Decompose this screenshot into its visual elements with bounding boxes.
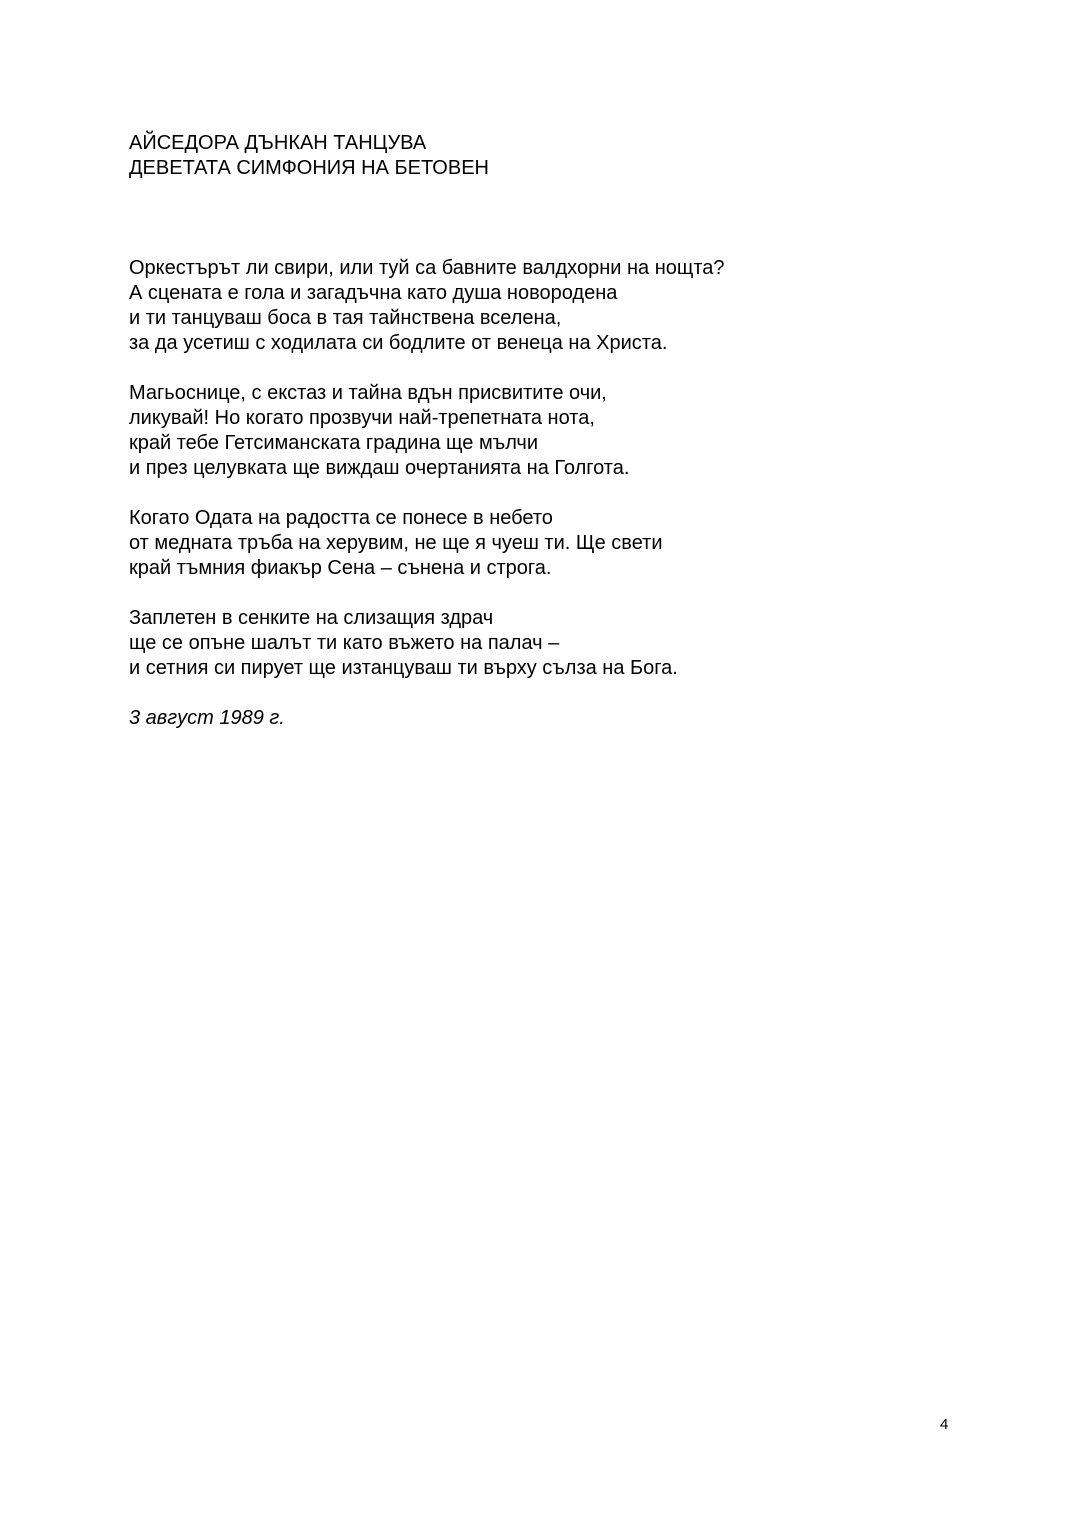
poem-title	[129, 131, 489, 181]
verse-line: Когато Одата на радостта се понесе в небето	[129, 507, 553, 529]
stanza-3	[129, 506, 663, 581]
stanza-4	[129, 606, 678, 681]
verse-line: А сцената е гола и загадъчна като душа новородена	[129, 282, 618, 304]
verse-line: край тебе Гетсиманската градина ще мълчи	[129, 432, 539, 454]
verse-line: и ти танцуваш боса в тая тайнствена вселена,	[129, 307, 562, 329]
verse-line: Оркестърът ли свири, или туй са бавните валдхорни на нощта?	[129, 257, 725, 279]
stanza-1	[129, 256, 725, 356]
verse-line: от медната тръба на херувим, не ще я чуеш ти. Ще свети	[129, 532, 663, 554]
verse-line: Магьоснице, с екстаз и тайна вдън присвитите очи,	[129, 382, 607, 404]
verse-line: ще се опъне шалът ти като въжето на палач –	[129, 632, 560, 654]
poem-title-line-1: АЙСЕДОРА ДЪНКАН ТАНЦУВА	[129, 132, 427, 154]
poem-date: 3 август 1989 г.	[129, 707, 285, 729]
verse-line: ликувай! Но когато прозвучи най-трепетната нота,	[129, 407, 595, 429]
verse-line: край тъмния фиакър Сена – сънена и строга.	[129, 557, 552, 579]
verse-line: и през целувката ще виждаш очертанията на Голгота.	[129, 457, 630, 479]
page-number: 4	[940, 1416, 949, 1433]
verse-line: за да усетиш с ходилата си бодлите от венеца на Христа.	[129, 332, 668, 354]
verse-line: Заплетен в сенките на слизащия здрач	[129, 607, 494, 629]
verse-line: и сетния си пирует ще изтанцуваш ти върху сълза на Бога.	[129, 657, 678, 679]
stanza-2	[129, 381, 629, 481]
poem-title-line-2: ДЕВЕТАТА СИМФОНИЯ НА БЕТОВЕН	[129, 157, 489, 179]
